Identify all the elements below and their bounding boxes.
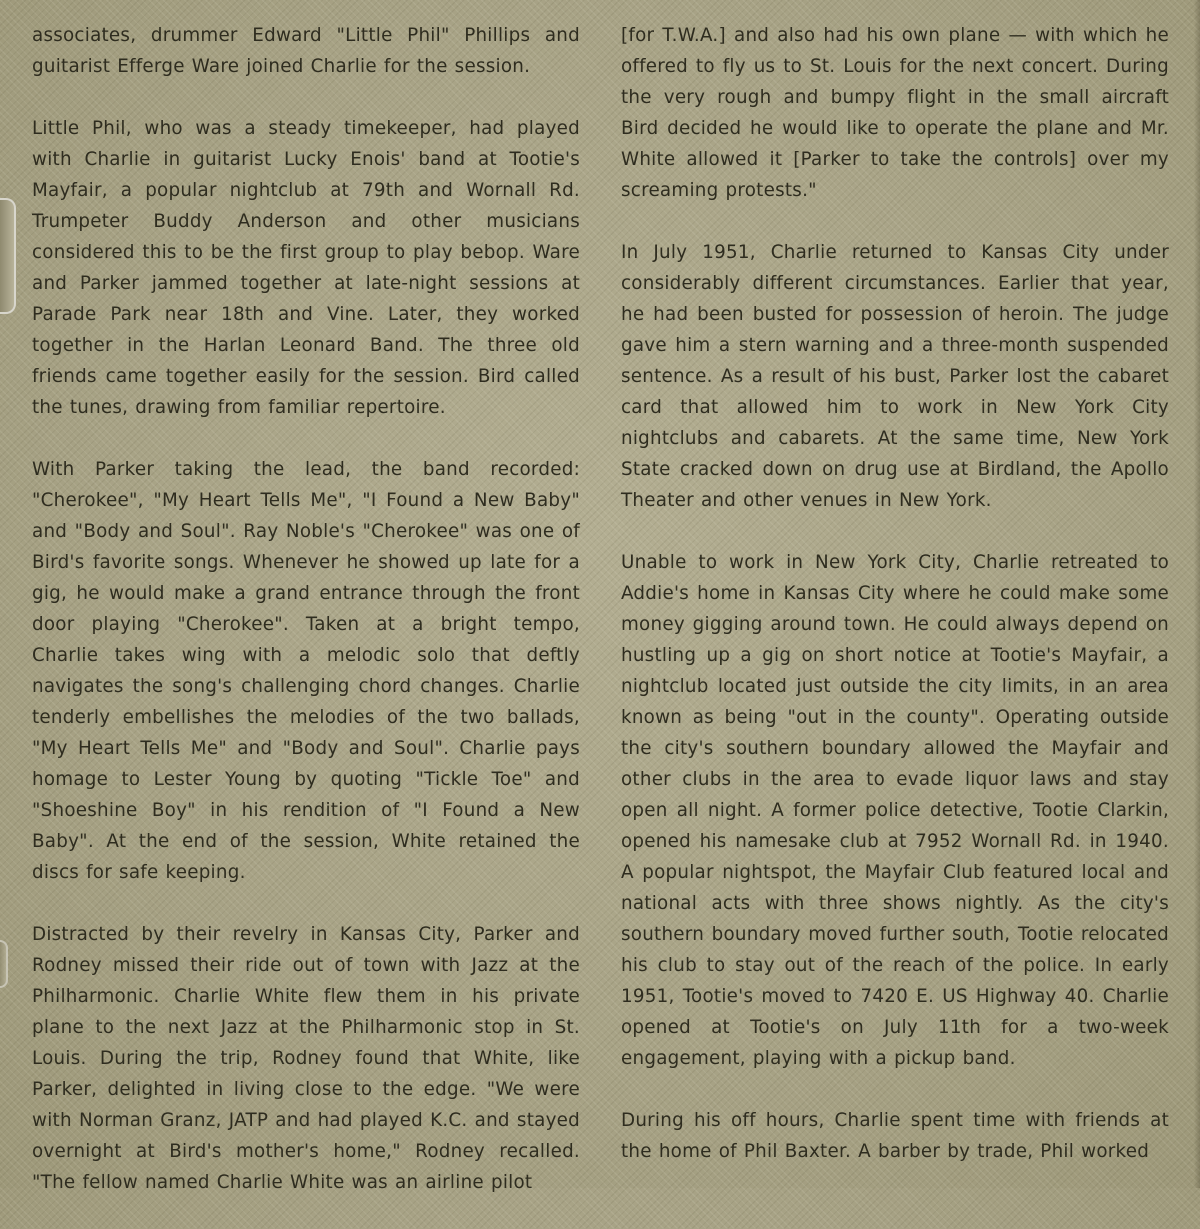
left-column bbox=[32, 20, 580, 1229]
paragraph: With Parker taking the lead, the band recorded: "Cherokee", "My Heart Tells Me", "I Found a New Baby" and "Body and Soul". Ray Noble's "Cherokee" was one of Bird's favorite songs. Whenever he showed up late for a gig, he would make a grand entrance through the front door playing "Cherokee". Taken at a bright tempo, Charlie takes wing with a melodic solo that deftly navigates the song's challenging chord changes. Charlie tenderly embellishes the melodies of the two ballads, "My Heart Tells Me" and "Body and Soul". Charlie pays homage to Lester Young by quoting "Tickle Toe" and "Shoeshine Boy" in his rendition of "I Found a New Baby". At the end of the session, White retained the discs for safe keeping. bbox=[32, 459, 580, 883]
paragraph: Unable to work in New York City, Charlie retreated to Addie's home in Kansas City where he could make some money gigging around town. He could always depend on hustling up a gig on short notice at Tootie's Mayfair, a nightclub located just outside the city limits, in an area known as being "out in the county". Operating outside the city's southern boundary allowed the Mayfair and other clubs in the area to evade liquor laws and stay open all night. A former police detective, Tootie Clarkin, opened his namesake club at 7952 Wornall Rd. in 1940. A popular nightspot, the Mayfair Club featured local and national acts with three shows nightly. As the city's southern boundary moved further south, Tootie relocated his club to stay out of the reach of the police. In early 1951, Tootie's moved to 7420 E. US Highway 40. Charlie opened at Tootie's on July 11th for a two-week engagement, playing with a pickup band. bbox=[621, 552, 1169, 1069]
paragraph: associates, drummer Edward "Little Phil" Phillips and guitarist Efferge Ware joined Charlie for the session. bbox=[32, 25, 580, 77]
paragraph: [for T.W.A.] and also had his own plane — with which he offered to fly us to St. Louis for the next concert. During the very rough and bumpy flight in the small aircraft Bird decided he would like to operate the plane and Mr. White allowed it [Parker to take the controls] over my screaming protests." bbox=[621, 25, 1169, 201]
paragraph: Distracted by their revelry in Kansas City, Parker and Rodney missed their ride out of town with Jazz at the Philharmonic. Charlie White flew them in his private plane to the next Jazz at the Philharmonic stop in St. Louis. During the trip, Rodney found that White, like Parker, delighted in living close to the edge. "We were with Norman Granz, JATP and had played K.C. and stayed overnight at Bird's mother's home," Rodney recalled. "The fellow named Charlie White was an airline pilot bbox=[32, 924, 580, 1193]
right-column bbox=[621, 20, 1169, 1198]
page-edge-shadow bbox=[1194, 0, 1200, 1188]
binding-edge-lower bbox=[0, 940, 8, 988]
binding-edge bbox=[0, 198, 16, 314]
paragraph: Little Phil, who was a steady timekeeper, had played with Charlie in guitarist Lucky Enois' band at Tootie's Mayfair, a popular nightclub at 79th and Wornall Rd. Trumpeter Buddy Anderson and other musicians considered this to be the first group to play bebop. Ware and Parker jammed together at late-night sessions at Parade Park near 18th and Vine. Later, they worked together in the Harlan Leonard Band. The three old friends came together easily for the session. Bird called the tunes, drawing from familiar repertoire. bbox=[32, 118, 580, 418]
paragraph: In July 1951, Charlie returned to Kansas City under considerably different circumstances. Earlier that year, he had been busted for possession of heroin. The judge gave him a stern warning and a three-month suspended sentence. As a result of his bust, Parker lost the cabaret card that allowed him to work in New York City nightclubs and cabarets. At the same time, New York State cracked down on drug use at Birdland, the Apollo Theater and other venues in New York. bbox=[621, 242, 1169, 511]
paragraph: During his off hours, Charlie spent time with friends at the home of Phil Baxter. A barber by trade, Phil worked bbox=[621, 1110, 1169, 1162]
